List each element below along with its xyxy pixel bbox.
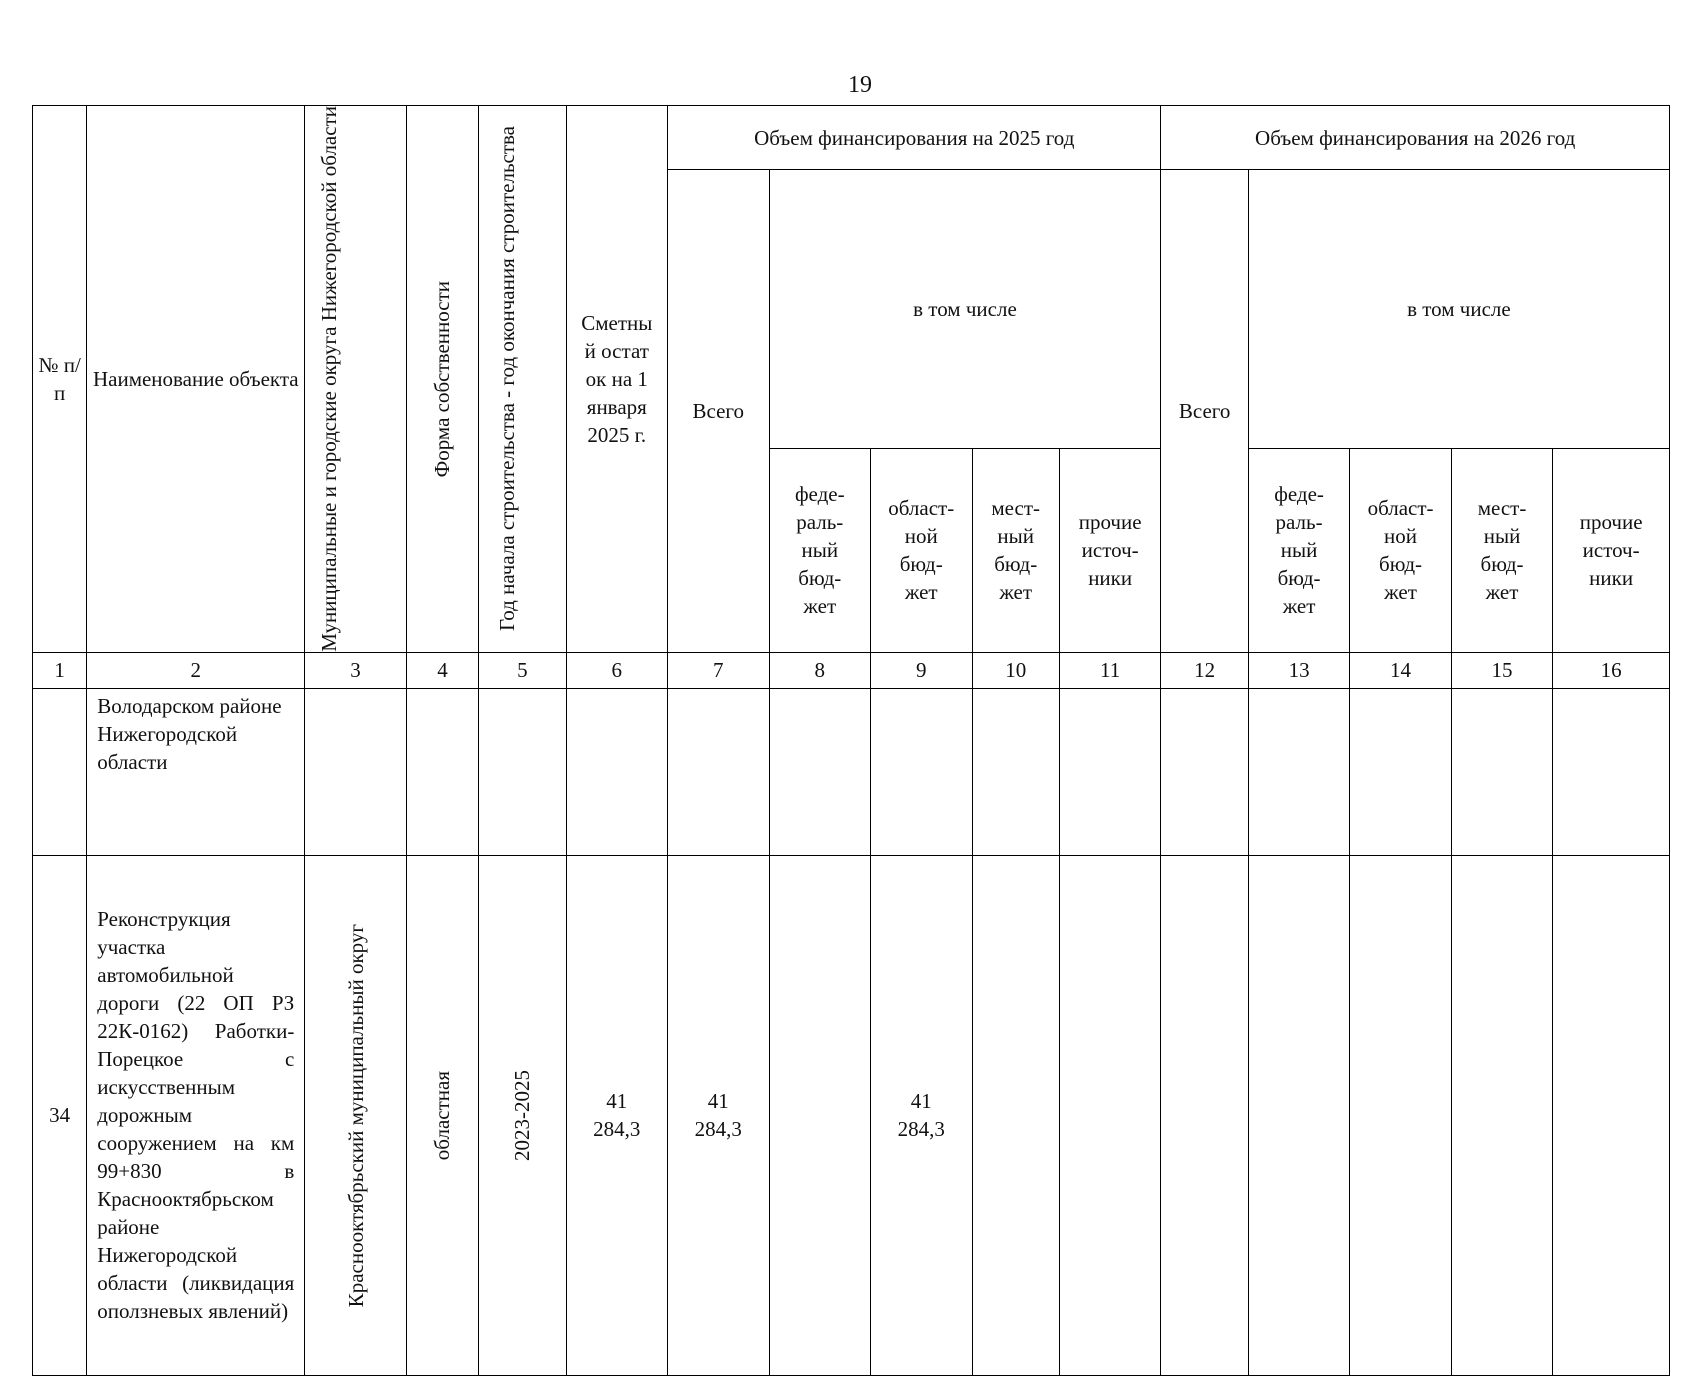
column-number: 2	[87, 652, 305, 688]
header-other-2026: прочие источ-ники	[1553, 448, 1670, 652]
object-name: Володарском районе Нижегородской области	[87, 688, 305, 855]
years: 2023-2025	[479, 855, 566, 1375]
page-number: 19	[848, 72, 872, 98]
other-2026	[1553, 688, 1670, 855]
header-total-2025: Всего	[668, 170, 769, 653]
column-number: 3	[305, 652, 406, 688]
total-2025	[668, 688, 769, 855]
other-2026	[1553, 855, 1670, 1375]
header-regional-2025: област-ной бюд-жет	[871, 448, 972, 652]
regional-2026	[1350, 688, 1451, 855]
column-number: 15	[1451, 652, 1552, 688]
local-2026	[1451, 688, 1552, 855]
column-number: 14	[1350, 652, 1451, 688]
header-number: № п/п	[33, 106, 87, 653]
column-number: 4	[406, 652, 478, 688]
years	[479, 688, 566, 855]
federal-2026	[1248, 855, 1349, 1375]
header-federal-2025: феде-раль-ный бюд-жет	[769, 448, 870, 652]
header-estimate: Сметный остаток на 1 января 2025 г.	[566, 106, 667, 653]
table-row	[33, 688, 1670, 855]
estimate-balance: 41 284,3	[566, 855, 667, 1375]
ownership	[406, 688, 478, 855]
column-number: 12	[1161, 652, 1248, 688]
row-number: 34	[33, 855, 87, 1375]
header-financing-2025: Объем финансирования на 2025 год	[668, 106, 1161, 170]
object-name: Реконструкция участка автомобильной дороги (22 ОП РЗ 22К-0162) Работки-Порецкое с искусственным дорожным сооружением на км 99+830 в Краснооктябрьском районе Нижегородской области (ликвидация оползневых явлений)	[87, 855, 305, 1375]
header-object-name: Наименование объекта	[87, 106, 305, 653]
header-federal-2026: феде-раль-ный бюд-жет	[1248, 448, 1349, 652]
column-number: 8	[769, 652, 870, 688]
header-row-1	[33, 106, 1670, 170]
column-numbers-row	[33, 652, 1670, 688]
column-number: 1	[33, 652, 87, 688]
column-number: 13	[1248, 652, 1349, 688]
column-number: 9	[871, 652, 972, 688]
column-number: 6	[566, 652, 667, 688]
row-number	[33, 688, 87, 855]
column-number: 5	[479, 652, 566, 688]
financing-table	[32, 105, 1670, 1376]
header-municipality: Муниципальные и городские округа Нижегородской области	[305, 106, 406, 653]
header-other-2025: прочие источ-ники	[1059, 448, 1160, 652]
regional-2025: 41 284,3	[871, 855, 972, 1375]
total-2025: 41 284,3	[668, 855, 769, 1375]
header-years: Год начала строительства - год окончания строительства	[479, 106, 566, 653]
column-number: 7	[668, 652, 769, 688]
header-total-2026: Всего	[1161, 170, 1248, 653]
column-number: 11	[1059, 652, 1160, 688]
header-local-2026: мест-ный бюд-жет	[1451, 448, 1552, 652]
federal-2026	[1248, 688, 1349, 855]
regional-2026	[1350, 855, 1451, 1375]
header-ownership: Форма собственности	[406, 106, 478, 653]
regional-2025	[871, 688, 972, 855]
federal-2025	[769, 855, 870, 1375]
local-2025	[972, 855, 1059, 1375]
table-row	[33, 855, 1670, 1375]
local-2026	[1451, 855, 1552, 1375]
other-2025	[1059, 855, 1160, 1375]
header-including-2026: в том числе	[1248, 170, 1669, 449]
header-local-2025: мест-ный бюд-жет	[972, 448, 1059, 652]
ownership: областная	[406, 855, 478, 1375]
header-regional-2026: област-ной бюд-жет	[1350, 448, 1451, 652]
municipality	[305, 688, 406, 855]
column-number: 10	[972, 652, 1059, 688]
federal-2025	[769, 688, 870, 855]
header-financing-2026: Объем финансирования на 2026 год	[1161, 106, 1670, 170]
column-number: 16	[1553, 652, 1670, 688]
total-2026	[1161, 688, 1248, 855]
total-2026	[1161, 855, 1248, 1375]
municipality: Краснооктябрьский муниципальный округ	[305, 855, 406, 1375]
header-including-2025: в том числе	[769, 170, 1161, 449]
other-2025	[1059, 688, 1160, 855]
local-2025	[972, 688, 1059, 855]
estimate-balance	[566, 688, 667, 855]
